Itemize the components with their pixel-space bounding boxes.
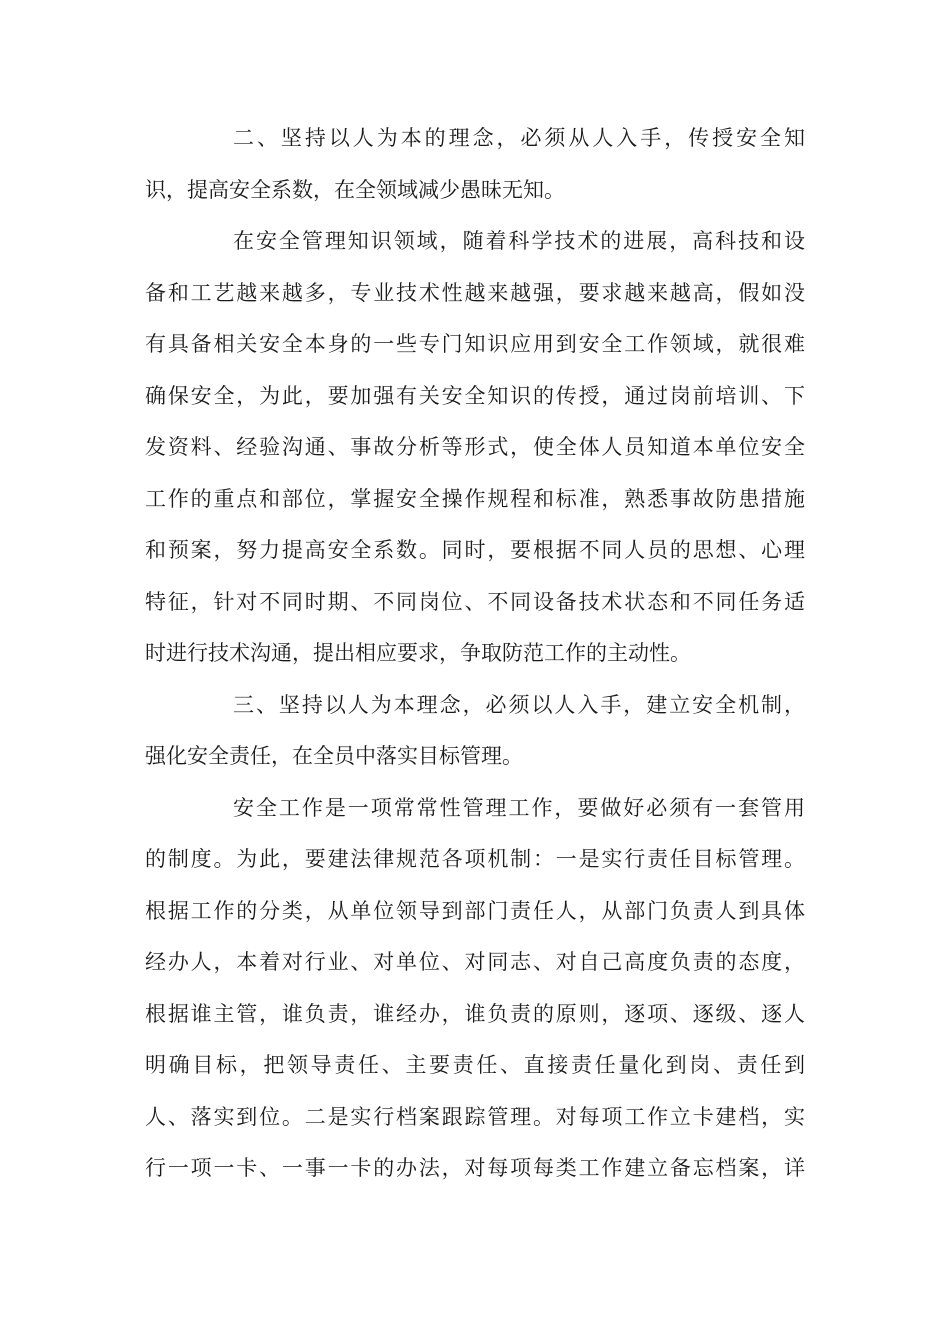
paragraph-line: 在安全管理知识领域，随着科学技术的进展，高科技和设 — [233, 229, 805, 253]
paragraph-line: 工作的重点和部位，掌握安全操作规程和标准，熟悉事故防患措施 — [145, 486, 805, 511]
paragraph-line: 三、坚持以人为本理念，必须以人入手，建立安全机制， — [233, 692, 805, 717]
paragraph-line: 发资料、经验沟通、事故分析等形式，使全体人员知道本单位安全 — [145, 435, 805, 459]
paragraph-line: 人、落实到位。二是实行档案跟踪管理。对每项工作立卡建档，实 — [145, 1104, 805, 1129]
paragraph-line: 二、坚持以人为本的理念，必须从人入手，传授安全知 — [233, 126, 805, 150]
paragraph-line: 明确目标，把领导责任、主要责任、直接责任量化到岗、责任到 — [145, 1053, 805, 1077]
paragraph-line: 备和工艺越来越多，专业技术性越来越强，要求越来越高，假如没 — [145, 280, 805, 305]
paragraph-line: 识，提高安全系数，在全领域减少愚昧无知。 — [145, 177, 565, 202]
paragraph-line: 经办人，本着对行业、对单位、对同志、对自己高度负责的态度， — [145, 950, 805, 974]
paragraph-line: 根据谁主管，谁负责，谁经办，谁负责的原则，逐项、逐级、逐人 — [145, 1001, 805, 1026]
paragraph-line: 和预案，努力提高安全系数。同时，要根据不同人员的思想、心理 — [145, 538, 805, 562]
paragraph-line: 安全工作是一项常常性管理工作，要做好必须有一套管用 — [233, 795, 805, 820]
paragraph-line: 根据工作的分类，从单位领导到部门责任人，从部门负责人到具体 — [145, 898, 805, 923]
paragraph-line: 特征，针对不同时期、不同岗位、不同设备技术状态和不同任务适 — [145, 589, 805, 614]
paragraph-line: 时进行技术沟通，提出相应要求，争取防范工作的主动性。 — [145, 641, 691, 665]
paragraph-line: 强化安全责任，在全员中落实目标管理。 — [145, 744, 523, 768]
paragraph-line: 的制度。为此，要建法律规范各项机制：一是实行责任目标管理。 — [145, 847, 805, 871]
paragraph-line: 行一项一卡、一事一卡的办法，对每项每类工作建立备忘档案，详 — [145, 1156, 805, 1180]
document-body — [145, 115, 805, 1197]
paragraph-line: 有具备相关安全本身的一些专门知识应用到安全工作领域，就很难 — [145, 332, 805, 356]
paragraph-line: 确保安全，为此，要加强有关安全知识的传授，通过岗前培训、下 — [145, 383, 805, 408]
